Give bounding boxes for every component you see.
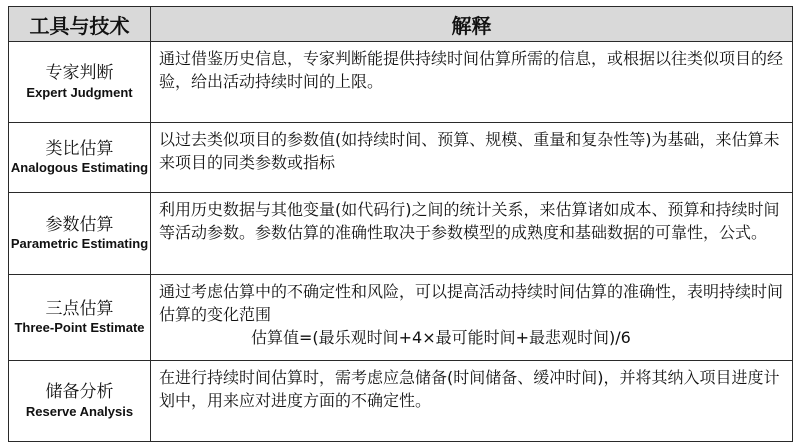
tool-explanation-text: 通过借鉴历史信息，专家判断能提供持续时间估算所需的信息，或根据以往类似项目的经验，给出活动持续时间的上限。	[159, 49, 784, 92]
tool-name-en: Three-Point Estimate	[14, 320, 145, 335]
tool-explanation-cell	[151, 193, 793, 275]
header-explanation: 解释	[151, 7, 793, 42]
table-row	[9, 123, 793, 193]
tools-techniques-table	[8, 6, 793, 442]
tool-name-cell	[9, 193, 151, 275]
table-row	[9, 42, 793, 123]
pert-formula: 估算值=(最乐观时间+4×最可能时间+最悲观时间)/6	[251, 328, 631, 348]
tool-explanation-cell	[151, 123, 793, 193]
tool-explanation-cell	[151, 42, 793, 123]
header-tools-techniques: 工具与技术	[9, 7, 151, 42]
table-row	[9, 275, 793, 361]
tool-explanation-text: 利用历史数据与其他变量(如代码行)之间的统计关系，来估算诸如成本、预算和持续时间等活动参数。参数估算的准确性取决于参数模型的成熟度和基础数据的可靠性，公式。	[159, 200, 780, 243]
tool-name-cell	[9, 42, 151, 123]
tool-name-en: Expert Judgment	[26, 84, 133, 100]
tool-name-zh: 参数估算	[45, 214, 114, 235]
tool-explanation-cell	[151, 275, 793, 361]
tool-name-en: Parametric Estimating	[10, 236, 149, 251]
table-row	[9, 361, 793, 442]
tool-explanation-text: 在进行持续时间估算时，需考虑应急储备(时间储备、缓冲时间)，并将其纳入项目进度计划中，用来应对进度方面的不确定性。	[159, 368, 780, 411]
tool-name-zh: 三点估算	[45, 298, 114, 319]
tool-name-zh: 类比估算	[45, 138, 114, 159]
table-row	[9, 193, 793, 275]
tool-name-en: Analogous Estimating	[10, 160, 149, 175]
tool-name-cell	[9, 275, 151, 361]
tool-name-cell	[9, 361, 151, 442]
tool-name-cell	[9, 123, 151, 193]
tool-explanation-text: 通过考虑估算中的不确定性和风险，可以提高活动持续时间估算的准确性，表明持续时间估算的变化范围	[159, 282, 784, 325]
tool-explanation-text: 以过去类似项目的参数值(如持续时间、预算、规模、重量和复杂性等)为基础，来估算未来项目的同类参数或指标	[159, 130, 780, 173]
tool-name-zh: 储备分析	[45, 382, 114, 403]
tools-techniques-table-wrapper	[8, 6, 792, 442]
tool-name-zh: 专家判断	[45, 63, 114, 84]
table-header-row	[9, 7, 793, 42]
tool-explanation-cell	[151, 361, 793, 442]
tool-name-en: Reserve Analysis	[25, 403, 134, 419]
